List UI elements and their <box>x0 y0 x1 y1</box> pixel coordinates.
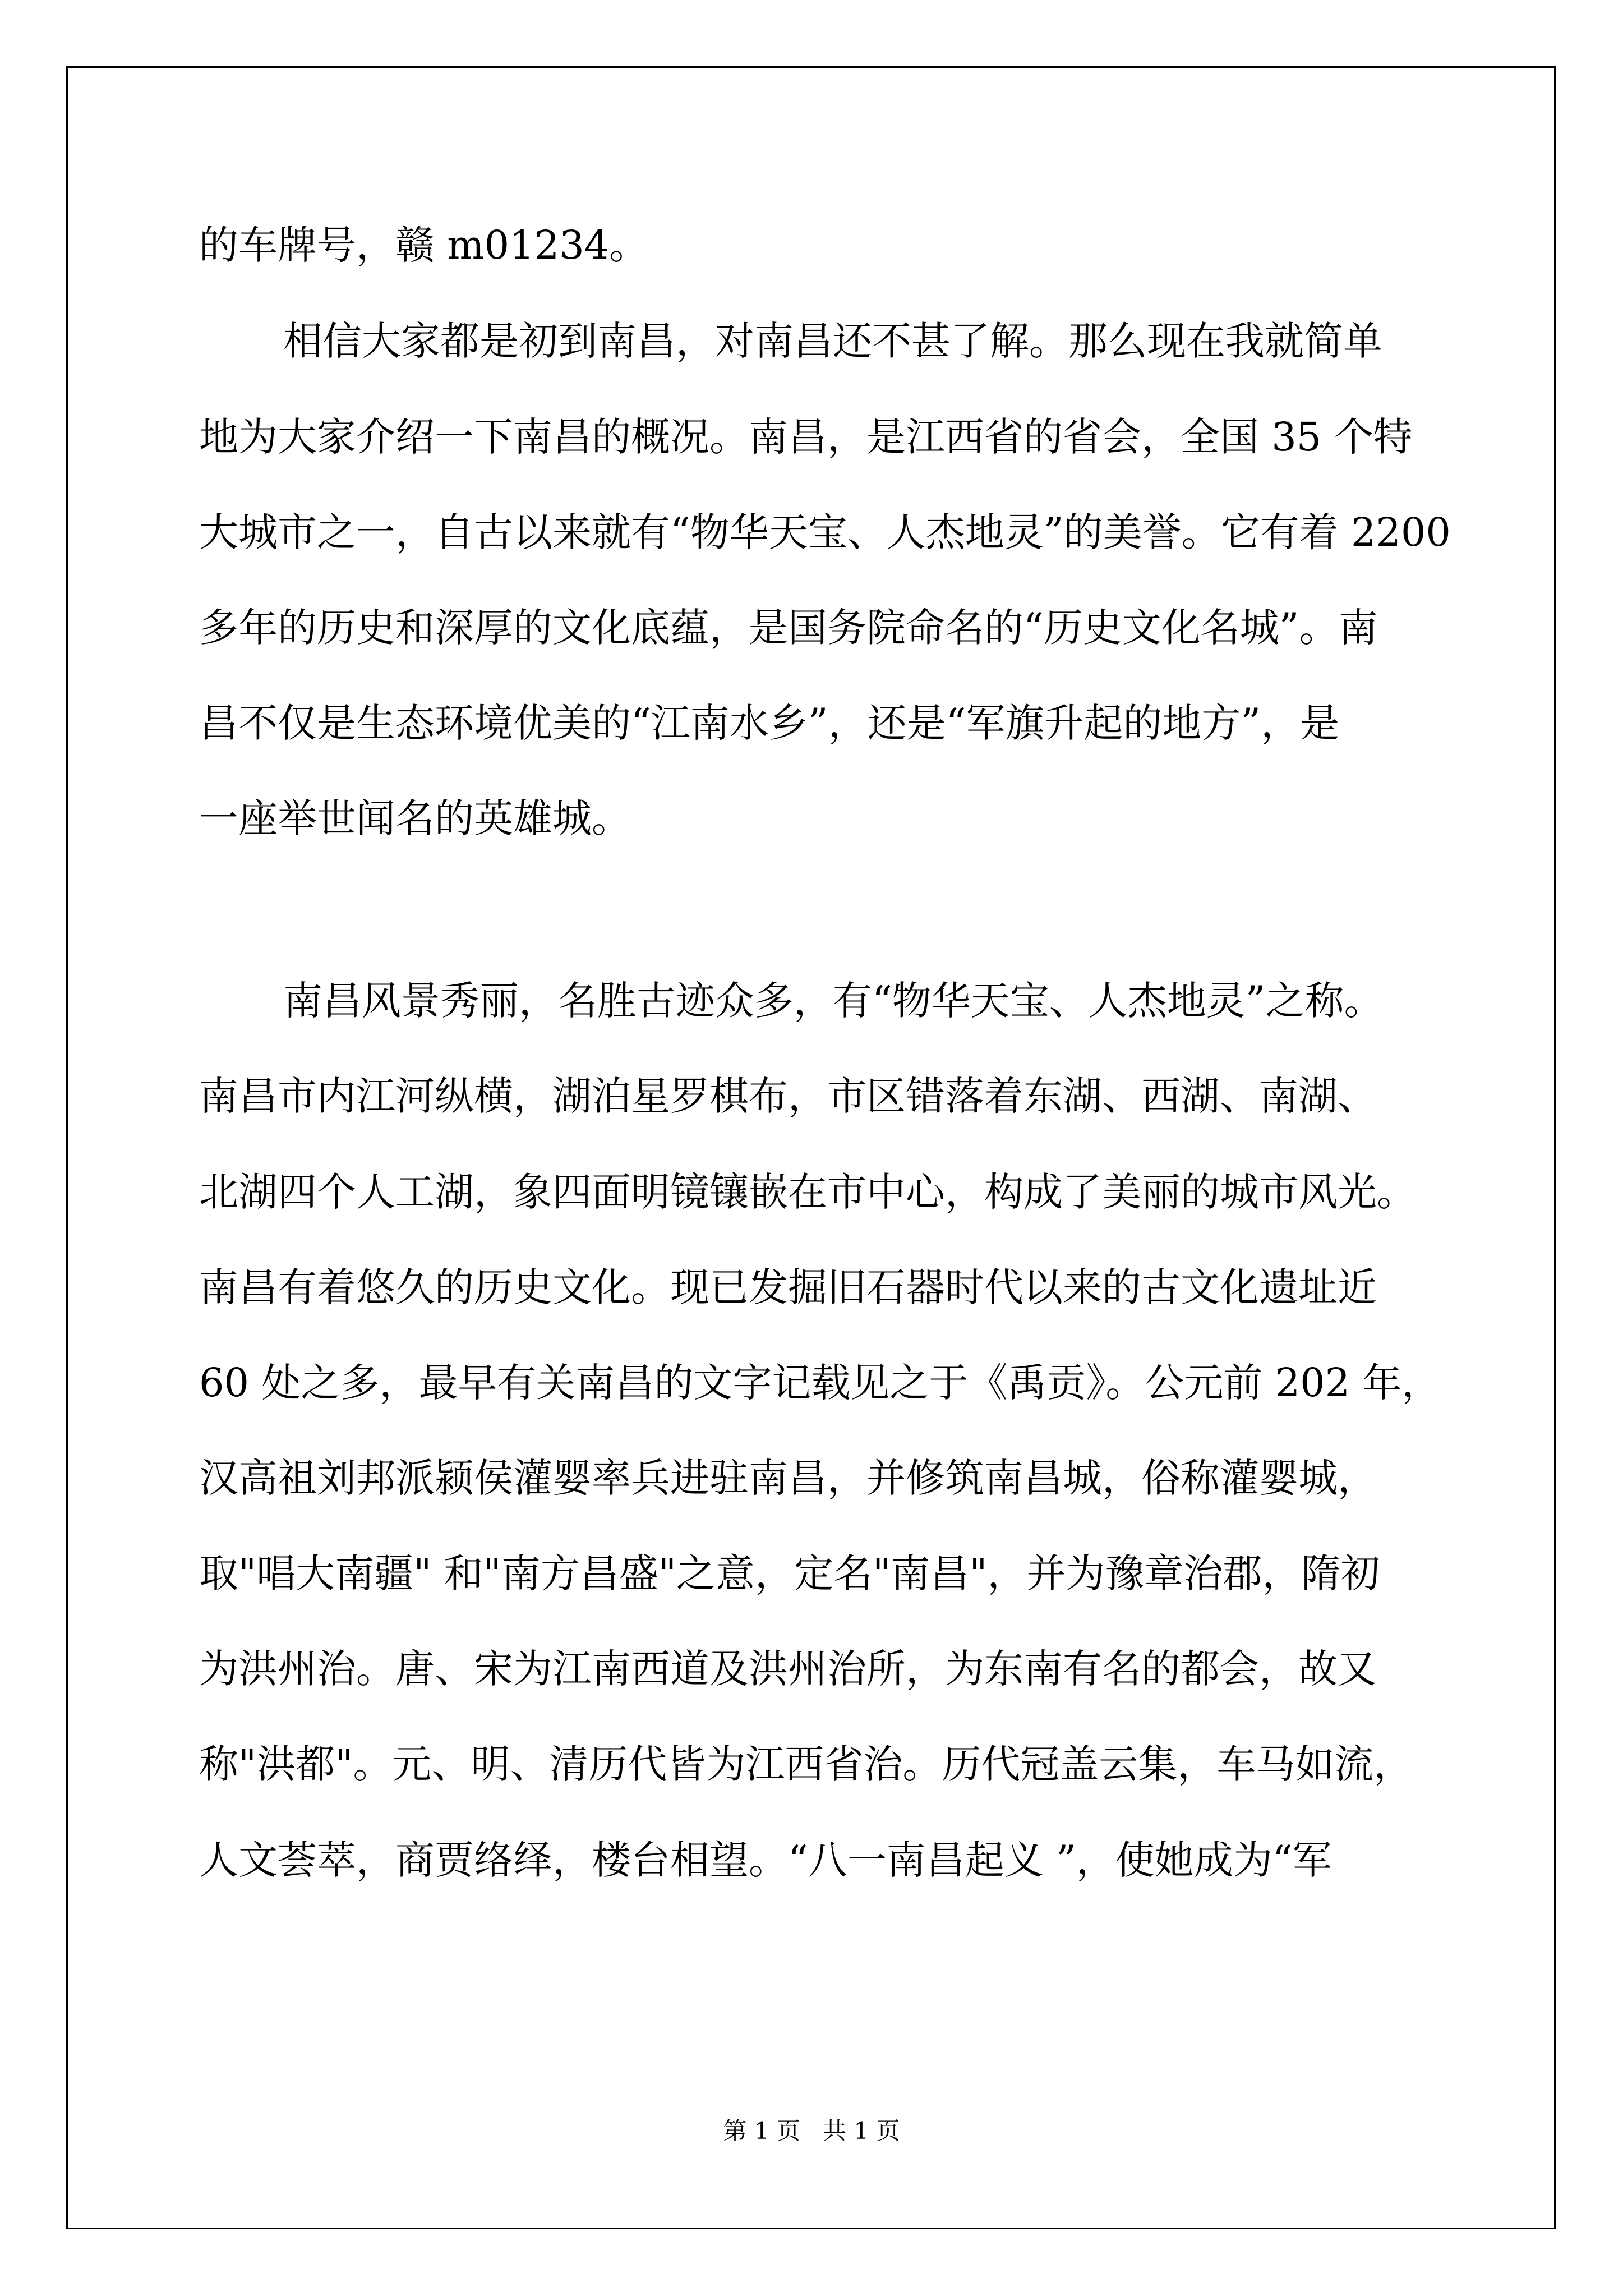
body-line-9: 南昌市内江河纵横，湖泊星罗棋布，市区错落着东湖、西湖、南湖、 <box>199 1073 1377 1119</box>
page-border <box>66 66 1556 2229</box>
body-line-17: 人文荟萃，商贾络绎，楼台相望。“八一南昌起义 ”，使她成为“军 <box>199 1837 1332 1883</box>
body-line-1: 的车牌号，赣 m01234。 <box>199 222 649 268</box>
body-line-6: 昌不仅是生态环境优美的“江南水乡”，还是“军旗升起的地方”，是 <box>199 700 1340 746</box>
page-footer: 第 1 页 共 1 页 <box>723 2117 900 2145</box>
body-line-12: 60 处之多，最早有关南昌的文字记载见之于《禹贡》。公元前 202 年， <box>199 1360 1441 1406</box>
body-line-13: 汉高祖刘邦派颍侯灌婴率兵进驻南昌，并修筑南昌城，俗称灌婴城， <box>199 1455 1377 1501</box>
body-line-16: 称"洪都"。元、明、清历代皆为江西省治。历代冠盖云集，车马如流， <box>199 1741 1413 1787</box>
body-line-15: 为洪州治。唐、宋为江南西道及洪州治所，为东南有名的都会，故又 <box>199 1646 1377 1692</box>
body-line-4: 大城市之一，自古以来就有“物华天宝、人杰地灵”的美誉。它有着 2200 <box>199 509 1451 555</box>
body-line-10: 北湖四个人工湖，象四面明镜镶嵌在市中心，构成了美丽的城市风光。 <box>199 1169 1416 1215</box>
body-line-14: 取"唱大南疆" 和"南方昌盛"之意，定名"南昌"，并为豫章治郡，隋初 <box>199 1550 1380 1596</box>
body-line-7: 一座举世闻名的英雄城。 <box>199 795 631 841</box>
body-line-5: 多年的历史和深厚的文化底蕴，是国务院命名的“历史文化名城”。南 <box>199 605 1378 651</box>
body-line-3: 地为大家介绍一下南昌的概况。南昌，是江西省的省会，全国 35 个特 <box>199 414 1413 460</box>
body-line-2: 相信大家都是初到南昌，对南昌还不甚了解。那么现在我就简单 <box>283 318 1382 364</box>
body-line-11: 南昌有着悠久的历史文化。现已发掘旧石器时代以来的古文化遗址近 <box>199 1264 1377 1310</box>
body-line-8: 南昌风景秀丽，名胜古迹众多，有“物华天宝、人杰地灵”之称。 <box>283 978 1384 1024</box>
